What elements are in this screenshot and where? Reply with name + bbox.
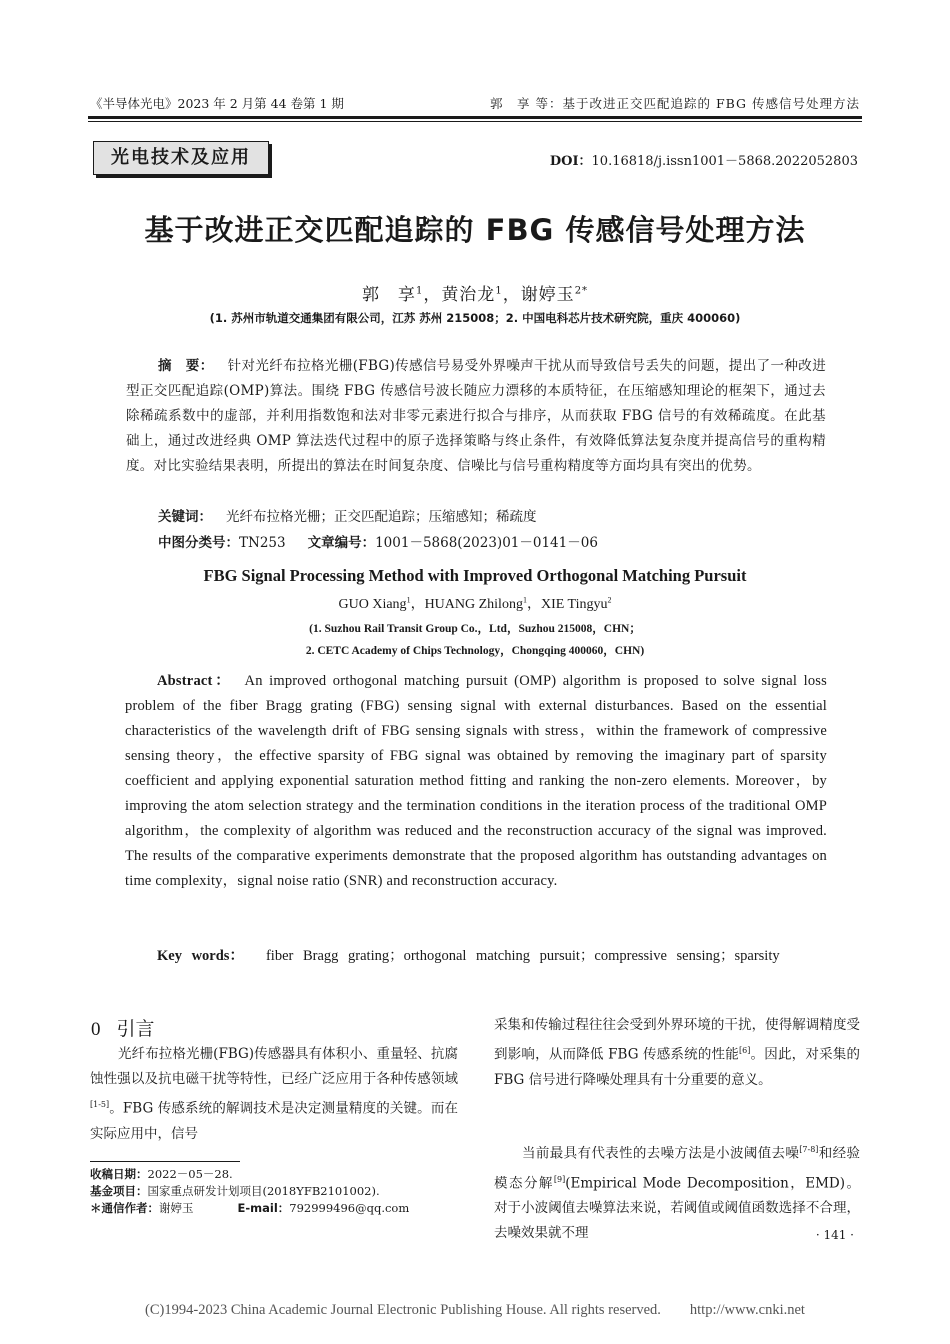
abstract-cn-label: 摘 要： [158,358,214,374]
body-paragraph-right-1 [494,1013,860,1093]
citation[interactable]: [1-5] [90,1100,110,1109]
running-header-title: 郭 享 等：基于改进正交匹配追踪的 FBG 传感信号处理方法 [490,96,860,111]
section-heading [91,1014,155,1041]
email-label: E-mail： [237,1201,290,1215]
abstract-cn [126,354,826,479]
author-affil-mark-en: 1 [522,595,527,605]
body-text: 。因此，对采集的 FBG 信号进行降噪处理具有十分重要的意义。 [494,1046,861,1088]
affiliations-cn: (1. 苏州市轨道交通集团有限公司，江苏 苏州 215008；2. 中国电科芯片技术研究院，重庆 400060) [209,311,741,325]
running-header-journal: 《半导体光电》2023 年 2 月第 44 卷第 1 期 [90,96,344,111]
abstract-cn-text: 针对光纤布拉格光栅(FBG)传感信号易受外界噪声干扰从而导致信号丢失的问题，提出了一种改进型正交匹配追踪(OMP)算法。围绕 FBG 传感信号波长随应力漂移的本质特征，在压缩感知理论的框架下，通过去除稀疏系数中的虚部，并利用指数饱和法对非零元素进行拟合与排序，从而获取 FBG 信号的有效稀疏度。在此基础上，通过改进经典 OMP 算法迭代过程中的原子选择策略与终止条件，有效降低算法复杂度并提高信号的重构精度。对比实验结果表明，所提出的算法在时间复杂度、信噪比与信号重构精度等方面均具有突出的优势。 [126,358,826,474]
keywords-cn [158,505,537,525]
doi-value[interactable]: 10.16818/j.issn1001－5868.2022052803 [591,154,858,169]
header-rule-thin [88,121,862,122]
body-text: 采集和传输过程往往会受到外界环境的干扰，使得解调精度受到影响，从而降低 FBG 传感系统的性能 [494,1017,860,1063]
article-no-value: 1001－5868(2023)01－0141－06 [375,535,598,551]
author-name-en: GUO Xiang [338,597,407,612]
corr-label: ＊通信作者： [90,1201,159,1215]
keywords-en-text: fiber Bragg grating；orthogonal matching pursuit；compressive sensing；sparsity [265,948,780,964]
page-number: · 141 · [815,1228,854,1242]
footnote-received [90,1166,233,1182]
author-separator-en: ， [526,597,541,612]
received-label: 收稿日期： [90,1167,148,1181]
abstract-en-text: An improved orthogonal matching pursuit (OMP) algorithm is proposed to solve signal loss problem of the fiber Bragg grating (FBG) sensing signal with external disturbances. Based on the essential characteristics of the wavelength drift of FBG sensing signals with stress，within the framework of compressive sensing theory，the effective sparsity of FBG signal was obtained by removing the imaginary part of sparsity coefficient and applying exponential saturation method fitting and ranking the non-zero elements. Moreover，by improving the atom selection strategy and the termination conditions in the iteration process of the traditional OMP algorithm，the complexity of algorithm was reduced and the reconstruction accuracy of the signal was improved. The results of the comparative experiments demonstrate that the proposed algorithm has outstanding advantages on time complexity，signal noise ratio (SNR) and reconstruction accuracy. [125,673,827,889]
footnote-fund [90,1183,380,1199]
classification-line [158,531,598,551]
copyright-notice: (C)1994-2023 China Academic Journal Electronic Publishing House. All rights reserved. http://www.cnki.net [145,1302,805,1318]
author-affil-mark: 2* [574,285,589,297]
abstract-en [125,669,827,894]
author-name-en: HUANG Zhilong [424,597,523,612]
doi [550,150,858,169]
keywords-en-label: Key words： [157,948,244,964]
authors-en [0,593,950,613]
keywords-cn-text: 光纤布拉格光栅；正交匹配追踪；压缩感知；稀疏度 [226,509,537,525]
body-text: 光纤布拉格光栅(FBG)传感器具有体积小、重量轻、抗腐蚀性强以及抗电磁干扰等特性，已经广泛应用于各种传感领域 [90,1046,458,1087]
citation[interactable]: [9] [553,1174,566,1184]
received-date: 2022－05－28. [147,1167,233,1181]
body-paragraph-right-2 [494,1137,860,1246]
fund-label: 基金项目： [90,1184,148,1198]
author-separator: ， [502,285,521,305]
body-text: 和经验模态分解 [494,1145,861,1191]
author-separator: ， [423,285,442,305]
footnote-rule [90,1161,240,1162]
fund-text: 国家重点研发计划项目(2018YFB2101002). [147,1184,380,1198]
corr-author: 谢婷玉 [159,1201,194,1215]
authors-cn [0,280,950,305]
header-rule-thick [88,116,862,119]
author-name: 黄治龙 [441,285,496,305]
body-text: (Empirical Mode Decomposition，EMD)。对于小波阈值去噪算法来说，若阈值或阈值函数选择不合理，去噪效果就不理 [494,1175,860,1241]
author-name: 谢婷玉 [520,285,575,305]
keywords-en [125,944,827,969]
keywords-cn-label: 关键词： [158,509,212,525]
author-name: 郭 享 [361,285,416,305]
body-text: 当前最具有代表性的去噪方法是小波阈值去噪 [522,1145,800,1162]
footnote-corresponding [90,1200,409,1216]
affiliation-en-1: (1. Suzhou Rail Transit Group Co.，Ltd，Suzhou 215008，CHN； [309,623,641,635]
author-name-en: XIE Tingyu [540,597,608,612]
affiliation-en-2: 2. CETC Academy of Chips Technology，Chongqing 400060，CHN) [305,645,645,657]
paper-title-en: FBG Signal Processing Method with Improved Orthogonal Matching Pursuit [203,566,747,585]
abstract-en-label: Abstract： [157,673,233,689]
paper-title-cn: 基于改进正交匹配追踪的 FBG 传感信号处理方法 [144,213,806,247]
author-affil-mark: 1 [495,285,503,297]
doi-label: DOI： [549,154,592,169]
body-paragraph-left [90,1042,458,1147]
email-value[interactable]: 792999496@qq.com [289,1201,410,1215]
author-separator-en: ， [410,597,425,612]
clc-label: 中图分类号： [158,535,239,551]
article-no-label: 文章编号： [307,535,376,551]
author-affil-mark-en: 2 [607,595,612,605]
body-text: 。FBG 传感系统的解调技术是决定测量精度的关键。而在实际应用中，信号 [90,1100,458,1142]
citation[interactable]: [7-8] [799,1145,819,1154]
author-affil-mark: 1 [415,285,424,297]
clc-value: TN253 [239,535,286,551]
citation[interactable]: [6] [738,1046,751,1055]
section-category-label: 光电技术及应用 [93,141,269,175]
author-affil-mark-en: 1 [406,595,411,605]
section-title: 引言 [116,1018,155,1040]
section-number: 0 [91,1019,101,1040]
